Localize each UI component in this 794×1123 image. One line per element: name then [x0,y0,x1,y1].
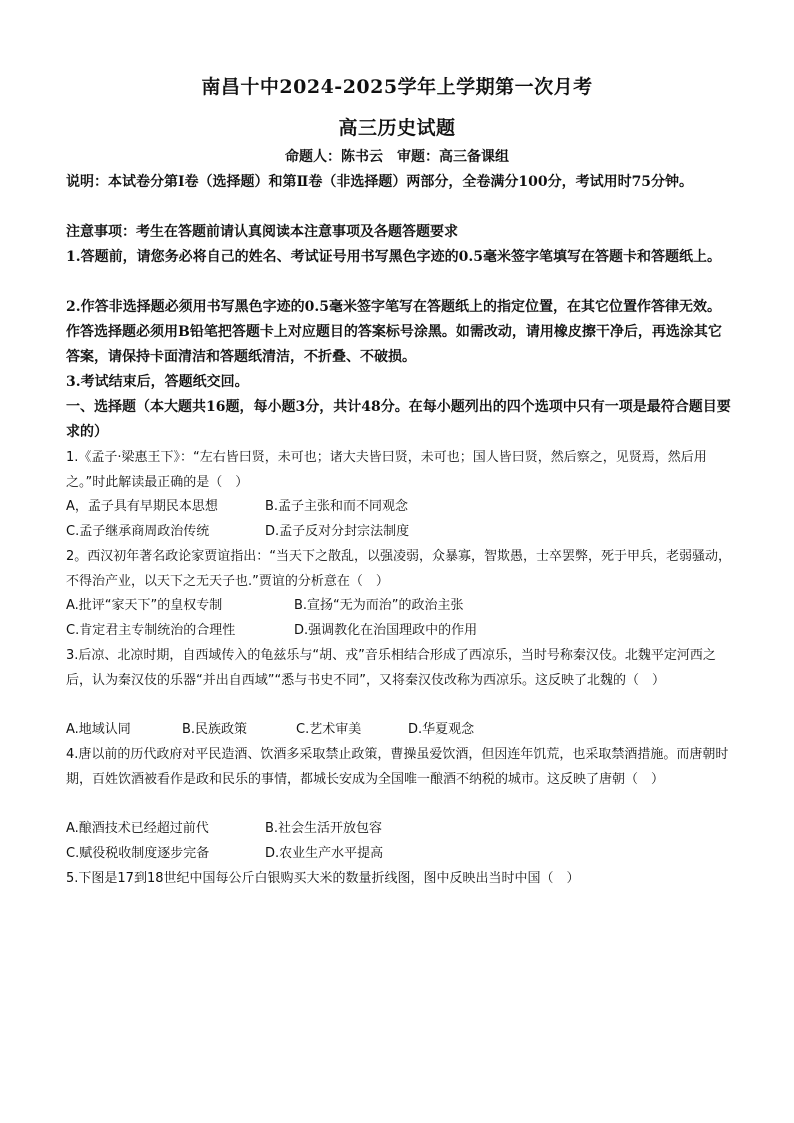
option-d: D.孟子反对分封宗法制度 [265,524,410,539]
section-heading: 一、选择题（本大题共16题，每小题3分，共计48分。在每小题列出的四个选项中只有一项是最符合题目要求的） [66,399,731,440]
note-3: 3.考试结束后，答题纸交回。 [66,374,249,390]
option-c: C.孟子继承商周政治传统 [66,524,210,539]
option-a: A.批评“家天下”的皇权专制 [66,598,223,613]
attention-heading: 注意事项：考生在答题前请认真阅读本注意事项及各题答题要求 [66,224,458,240]
option-c: C.赋役税收制度逐步完备 [66,846,210,861]
exam-authors: 命题人：陈书云 审题：高三备课组 [285,149,509,165]
option-d: D.农业生产水平提高 [265,846,384,861]
note-1: 1.答题前，请您务必将自己的姓名、考试证号用书写黑色字迹的0.5毫米签字笔填写在答题卡和答题纸上。 [66,249,721,265]
option-b: B.社会生活开放包容 [265,821,383,836]
option-a: A.地域认同 [66,722,131,737]
question-stem: 1.《孟子·梁惠王下》：“左右皆曰贤，未可也；诸大夫皆曰贤，未可也；国人皆曰贤，然后察之，见贤焉，然后用之。”时此解读最正确的是（ ） [66,450,707,490]
option-row [66,594,464,618]
question-stem: 5.下图是17到18世纪中国每公斤白银购买大米的数量折线图，图中反映出当时中国（ ） [66,871,580,886]
question-stem: 2。西汉初年著名政论家贾谊指出：“当天下之散乱，以强凌弱，众暴寡，智欺愚，士卒罢弊，死于甲兵，老弱骚动，不得治产业，以天下之无天子也.”贾谊的分析意在（ ） [66,549,732,589]
exam-subtitle: 高三历史试题 [338,117,456,139]
exam-explanation: 说明：本试卷分第Ⅰ卷（选择题）和第Ⅱ卷（非选择题）两部分，全卷满分100分，考试用时75分钟。 [66,174,694,190]
option-b: B.孟子主张和而不同观念 [265,499,409,514]
option-d: D.华夏观念 [408,722,475,737]
option-row [66,520,409,544]
option-row [66,619,477,643]
option-c: C.肯定君主专制统治的合理性 [66,623,236,638]
option-row [66,817,382,841]
option-c: C.艺术审美 [296,722,362,737]
option-row [66,718,474,742]
exam-title: 南昌十中2024-2025学年上学期第一次月考 [201,76,593,98]
option-row [66,495,408,519]
option-b: B.宣扬“无为而治”的政治主张 [294,598,464,613]
note-2: 2.作答非选择题必须用书写黑色字迹的0.5毫米签字笔写在答题纸上的指定位置，在其它位置作答律无效。作答选择题必须用B铅笔把答题卡上对应题目的答案标号涂黑。如需改动，请用橡皮擦干净后，再选涂其它答案，请保持卡面清洁和答题纸清洁，不折叠、不破损。 [66,299,722,365]
question-stem: 3.后凉、北凉时期，自西域传入的龟兹乐与“胡、戎”音乐相结合形成了西凉乐，当时号称秦汉伎。北魏平定河西之后，认为秦汉伎的乐器“并出自西域”“悉与书史不同”，又将秦汉伎改称为西凉乐。这反映了北魏的（ ） [66,648,716,688]
option-a: A.酿酒技术已经超过前代 [66,821,209,836]
option-b: B.民族政策 [182,722,248,737]
option-row [66,842,383,866]
question-stem: 4.唐以前的历代政府对平民造酒、饮酒多采取禁止政策，曹操虽爱饮酒，但因连年饥荒，也采取禁酒措施。而唐朝时期，百姓饮酒被看作是政和民乐的事情，都城长安成为全国唯一酿酒不纳税的城市。这反映了唐朝（ ） [66,747,729,787]
option-d: D.强调教化在治国理政中的作用 [294,623,478,638]
option-a: A，孟子具有早期民本思想 [66,499,218,514]
